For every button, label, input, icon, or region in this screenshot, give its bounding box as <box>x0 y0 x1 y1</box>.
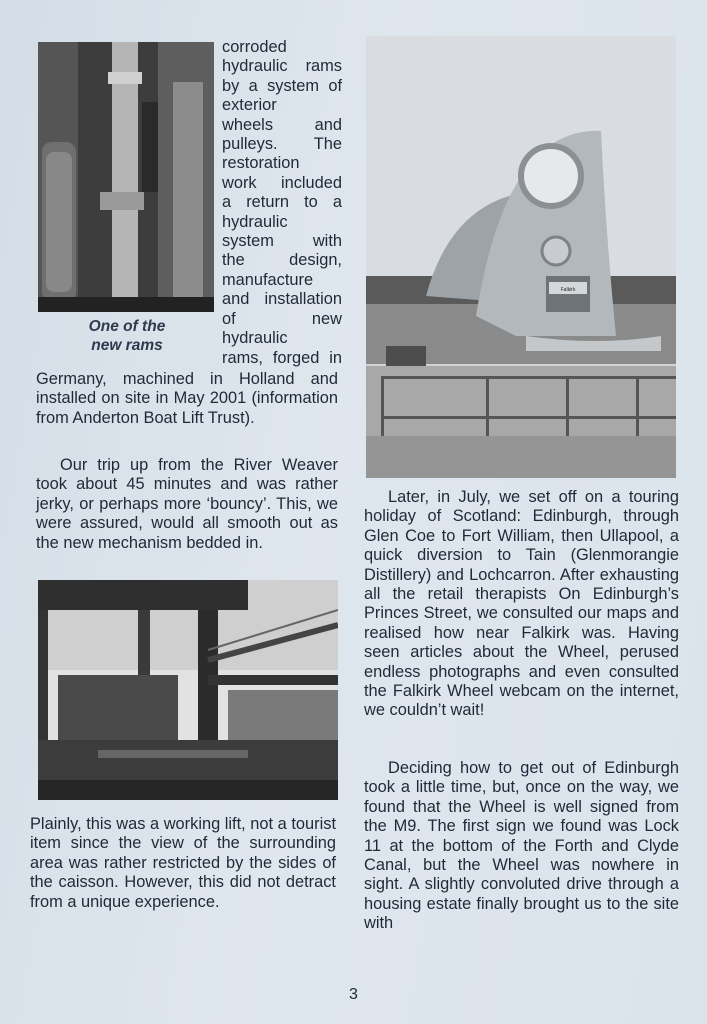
text-line: hydraulic <box>222 212 288 231</box>
text-line: pulleys. The <box>222 135 342 154</box>
text-line: the design, <box>222 251 342 270</box>
text-line: exterior <box>222 96 277 115</box>
left-paragraph-2: Our trip up from the River Weaver took about 45 minutes and was rather jerky, or perhaps more ‘bouncy’. This, we were assured, would all smooth out as the new mechanism bedded in. <box>36 456 338 552</box>
text-line: and installation <box>222 290 342 309</box>
falkirk-sign-text: Falkirk <box>560 287 576 293</box>
lift-photo <box>38 580 338 800</box>
caption-line-1: One of the <box>88 318 166 335</box>
text-line: of new <box>222 309 342 328</box>
right-paragraph-2: Deciding how to get out of Edinburgh took a little time, but, once on the way, we found that the Wheel is well signed from the M9. The first sign we found was Lock 11 at the bottom of the Forth and Clyde Canal, but the Wheel was nowhere in sight. A slightly convoluted drive through a housing estate finally brought us to the site with <box>364 759 679 933</box>
wheel-photo <box>366 36 676 478</box>
text-line: rams, forged in <box>222 348 342 367</box>
text-line: system with <box>222 232 342 251</box>
text-line: corroded <box>222 38 287 56</box>
text-line: work included <box>222 173 342 192</box>
text-line: hydraulic rams <box>222 57 342 76</box>
left-paragraph-1-rest: Germany, machined in Holland and installed on site in May 2001 (information from Anderton Boat Lift Trust). <box>36 370 338 427</box>
right-paragraph-1: Later, in July, we set off on a touring holiday of Scotland: Edinburgh, through Glen Coe to Fort William, then Ullapool, a quick diversion to Tain (Glenmorangie Distillery) and Lochcarron. After exhausting all the retail therapists On Edinburgh’s Princes Street, we consulted our maps and realised how near Falkirk was. Having seen articles about the Wheel, perused endless photographs and even consulted the Falkirk Wheel webcam on the internet, we couldn’t wait! <box>364 488 679 720</box>
text-line: by a system of <box>222 76 342 95</box>
text-line: manufacture <box>222 270 314 289</box>
rams-image <box>38 42 214 312</box>
rams-photo <box>38 42 214 312</box>
text-line: wheels and <box>222 115 342 134</box>
text-line: restoration <box>222 154 300 173</box>
page-number: 3 <box>349 986 358 1003</box>
text-line: hydraulic <box>222 329 288 348</box>
wrap-text <box>222 38 342 368</box>
caption-line-2: new rams <box>91 337 163 354</box>
lift-image <box>38 580 338 800</box>
wheel-image <box>366 36 676 478</box>
left-paragraph-3: Plainly, this was a working lift, not a tourist item since the view of the surrounding area was rather restricted by the sides of the caisson. However, this did not detract from a unique experience. <box>30 815 336 911</box>
text-line: a return to a <box>222 193 342 212</box>
rams-caption <box>68 317 186 355</box>
